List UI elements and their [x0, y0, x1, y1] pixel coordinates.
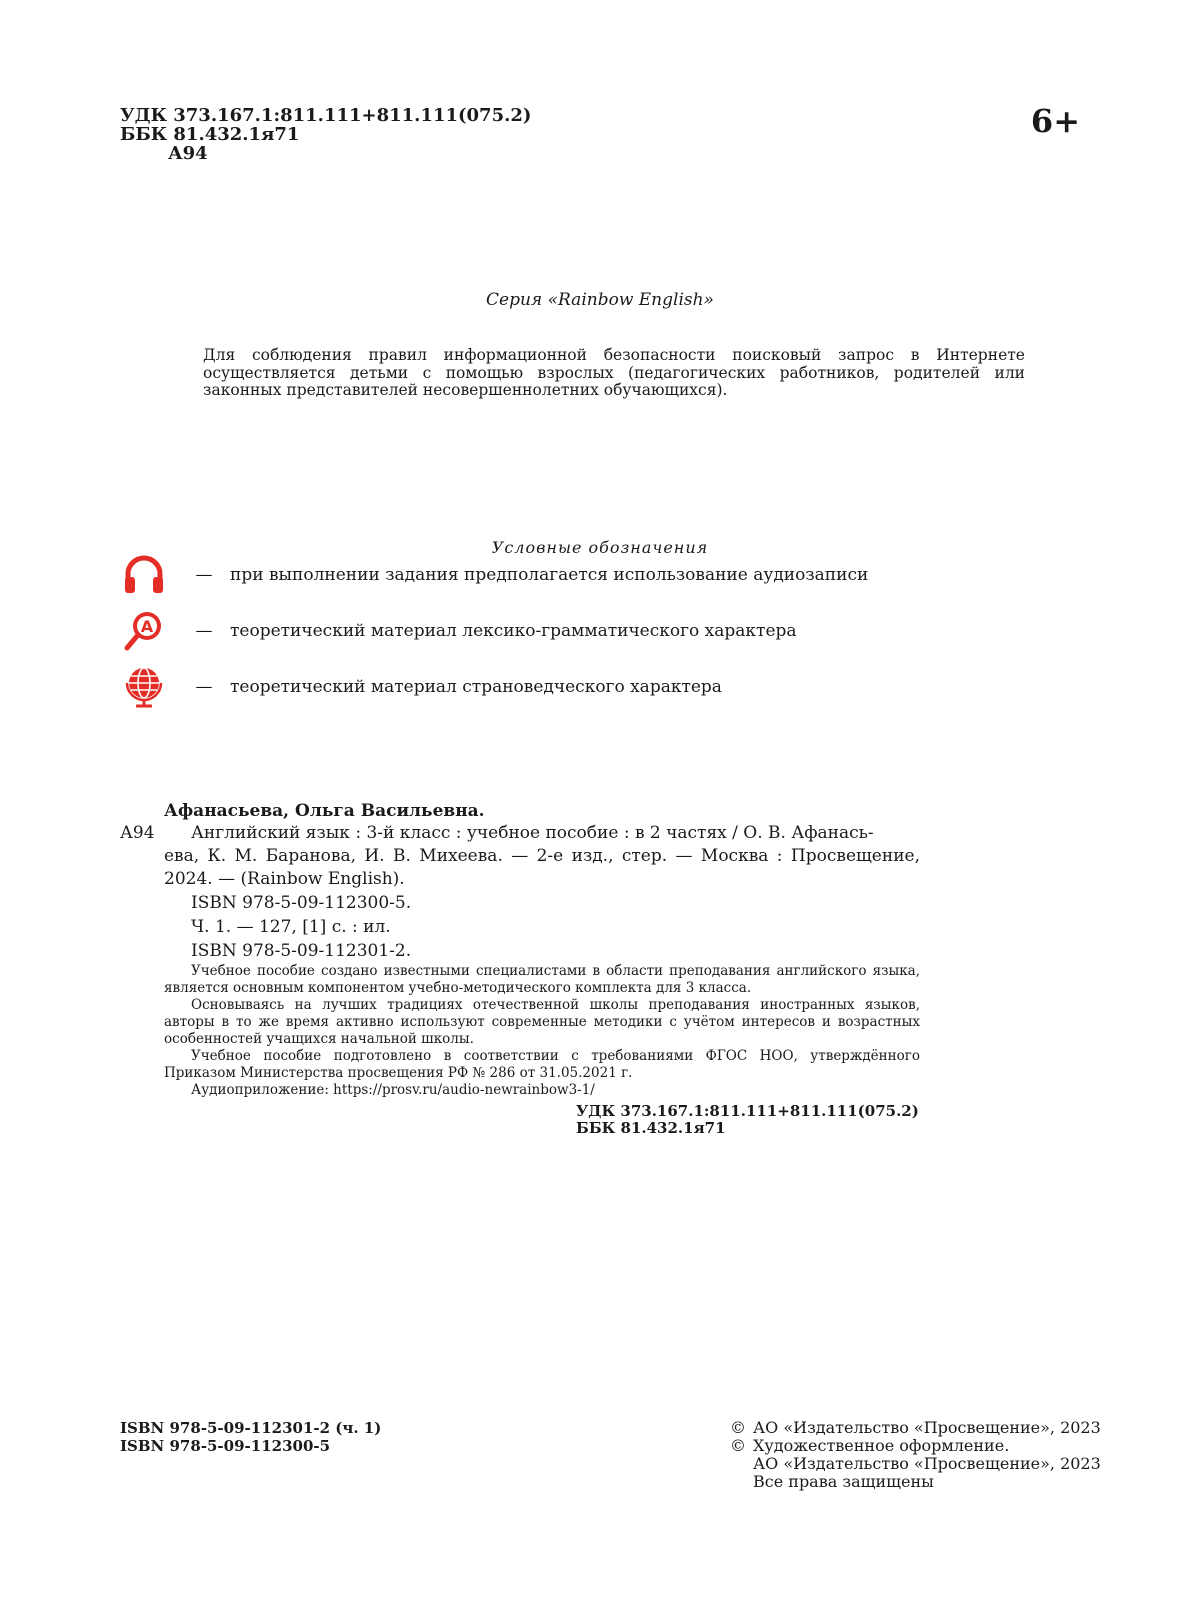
catalog-card	[120, 800, 920, 1137]
card-udk: УДК 373.167.1:811.111+811.111(075.2)	[576, 1102, 919, 1120]
legend-item-culture	[120, 664, 1020, 710]
card-part: Ч. 1. — 127, [1] с. : ил.	[191, 917, 391, 937]
bbk-code: ББК 81.432.1я71	[120, 124, 300, 145]
rights-text: Все права защищены	[753, 1472, 934, 1491]
footer-isbn	[120, 1419, 381, 1455]
copyright-symbol: ©	[730, 1436, 746, 1455]
author-mark: А94	[168, 143, 208, 164]
magnifier-letter-a-icon	[120, 607, 168, 655]
classification-codes	[120, 106, 531, 163]
series-title: Серия «Rainbow English»	[486, 290, 714, 310]
legend-item-audio	[120, 552, 1020, 598]
copyright-line	[730, 1419, 1101, 1437]
annotation-paragraph: Основываясь на лучших традициях отечественной школы преподавания иностранных языков, авторы в то же время активно используют современные методики с учётом интересов и возрастных особенностей учащихся начальной школы.	[164, 997, 920, 1047]
copyright-line	[730, 1455, 1101, 1473]
legend-dash: —	[195, 621, 213, 641]
copyright-block	[730, 1419, 1101, 1491]
age-rating: 6+	[1030, 102, 1080, 140]
annotation-paragraph: Учебное пособие создано известными специалистами в области преподавания английского языка, является основным компонентом учебно-методического комплекта для 3 класса.	[164, 963, 920, 996]
legend-text: при выполнении задания предполагается использование аудиозаписи	[230, 565, 869, 585]
card-author: Афанасьева, Ольга Васильевна.	[164, 801, 485, 821]
card-entry-title: Английский язык : 3-й класс : учебное пособие : в 2 частях / О. В. Афанась-	[191, 823, 874, 843]
legend-dash: —	[195, 677, 213, 697]
annotation-paragraph: Учебное пособие подготовлено в соответствии с требованиями ФГОС НОО, утверждённого Приказом Министерства просвещения РФ № 286 от 31.05.2021 г.	[164, 1048, 920, 1081]
legend-dash: —	[195, 565, 213, 585]
magnifier-letter: A	[140, 617, 154, 636]
card-annotation	[120, 963, 920, 1099]
rights-line	[730, 1473, 1101, 1491]
card-isbn-set: ISBN 978-5-09-112300-5.	[191, 893, 412, 913]
globe-icon	[120, 663, 168, 711]
legend-item-grammar	[120, 608, 1020, 654]
annotation-audio-link: Аудиоприложение: https://prosv.ru/audio-newrainbow3-1/	[191, 1082, 595, 1098]
card-codes	[120, 1103, 920, 1137]
footer-isbn-part: ISBN 978-5-09-112301-2 (ч. 1)	[120, 1419, 382, 1437]
legend-text: теоретический материал страноведческого характера	[230, 677, 722, 697]
copyright-symbol: ©	[730, 1418, 746, 1437]
copyright-text: АО «Издательство «Просвещение», 2023	[753, 1454, 1101, 1473]
card-code: А94	[120, 823, 155, 843]
card-entry-rest: ева, К. М. Баранова, И. В. Михеева. — 2-е изд., стер. — Москва : Просвещение, 2024. — (Rainbow English).	[164, 846, 920, 889]
copyright-line	[730, 1437, 1101, 1455]
headphones-icon	[120, 551, 168, 599]
card-bbk: ББК 81.432.1я71	[576, 1119, 726, 1137]
safety-notice: Для соблюдения правил информационной безопасности поисковый запрос в Интернете осуществляется детьми с помощью взрослых (педагогических работников, родителей или законных представителей несовершеннолетних обучающихся).	[203, 346, 1025, 399]
legend-title: Условные обозначения	[491, 538, 709, 557]
copyright-text: Художественное оформление.	[753, 1436, 1010, 1455]
card-isbn-part: ISBN 978-5-09-112301-2.	[191, 941, 412, 961]
card-entry	[120, 822, 920, 891]
legend-text: теоретический материал лексико-грамматического характера	[230, 621, 797, 641]
footer-isbn-set: ISBN 978-5-09-112300-5	[120, 1437, 331, 1455]
udk-code: УДК 373.167.1:811.111+811.111(075.2)	[120, 105, 532, 126]
copyright-text: АО «Издательство «Просвещение», 2023	[753, 1418, 1101, 1437]
